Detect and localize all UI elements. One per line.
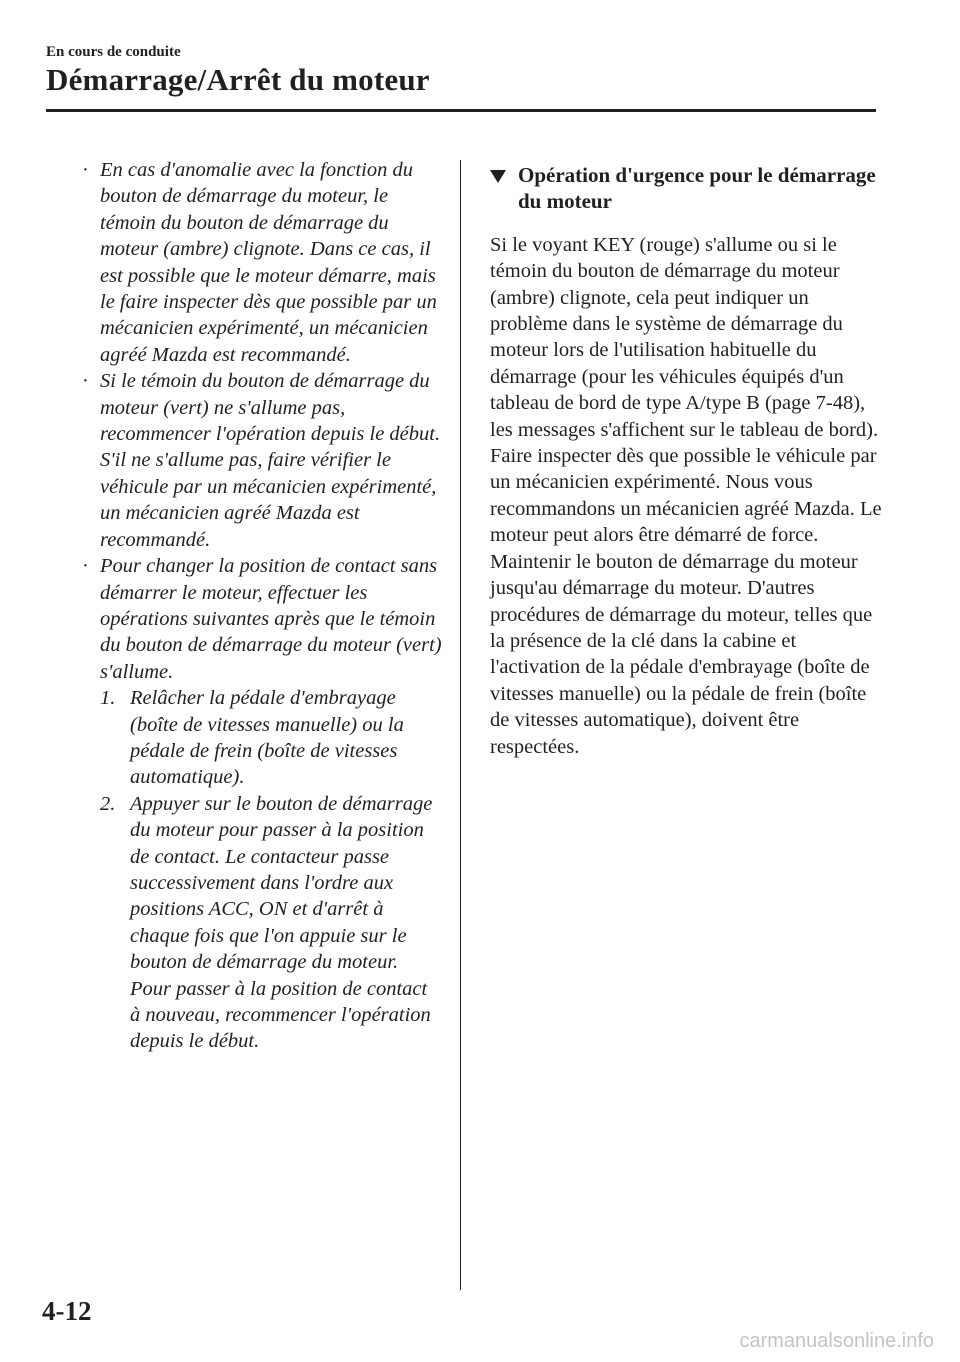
section-heading (490, 162, 882, 215)
bullet-item (70, 157, 442, 368)
step-number: 1. (100, 687, 116, 710)
step-number: 2. (100, 792, 116, 815)
bullet-dot: · (82, 555, 89, 578)
step-text: Appuyer sur le bouton de démarrage du moteur pour passer à la position de contact. Le contacteur passe successivement dans l'ordre aux positions ACC, ON et d'arrêt à chaque fois que l'on appuie sur le bouton de démarrage du moteur. Pour passer à la position de contact à nouveau, recommencer l'opération depuis le début. (130, 792, 433, 1053)
section-heading-text: Opération d'urgence pour le démarrage du moteur (518, 163, 876, 214)
bullet-item (70, 368, 442, 553)
right-column (490, 162, 882, 760)
title-rule (46, 109, 876, 112)
section-label: En cours de conduite (46, 44, 181, 60)
triangle-down-icon (490, 170, 506, 183)
watermark: carmanualsonline.info (739, 1330, 934, 1352)
bullet-text: En cas d'anomalie avec la fonction du bouton de démarrage du moteur, le témoin du bouton de démarrage du moteur (ambre) clignote. Dans ce cas, il est possible que le moteur démarre, mais le faire inspecter dès que possible par un mécanicien expérimenté, un mécanicien agréé Mazda est recommandé. (100, 159, 437, 366)
step-item (70, 791, 442, 1055)
bullet-dot: · (82, 370, 89, 393)
bullet-dot: · (82, 159, 89, 181)
bullet-text: Pour changer la position de contact sans démarrer le moteur, effectuer les opérations suivantes après que le témoin du bouton de démarrage du moteur (vert) s'allume. (100, 555, 442, 683)
steps-list (70, 685, 442, 1055)
step-item (70, 685, 442, 791)
bullet-item (70, 553, 442, 685)
step-text: Relâcher la pédale d'embrayage (boîte de vitesses manuelle) ou la pédale de frein (boîte de vitesses automatique). (130, 687, 404, 789)
left-column (70, 157, 442, 1055)
bullet-text: Si le témoin du bouton de démarrage du moteur (vert) ne s'allume pas, recommencer l'opération depuis le début. S'il ne s'allume pas, faire vérifier le véhicule par un mécanicien expérimenté, un mécanicien agréé Mazda est recommandé. (100, 370, 441, 551)
column-divider (460, 160, 461, 1290)
page-title: Démarrage/Arrêt du moteur (46, 62, 430, 97)
page-number: 4-12 (42, 1296, 92, 1326)
body-paragraph: Si le voyant KEY (rouge) s'allume ou si le témoin du bouton de démarrage du moteur (ambre) clignote, cela peut indiquer un problème dans le système de démarrage du moteur lors de l'utilisation habituelle du démarrage (pour les véhicules équipés d'un tableau de bord de type A/type B (page 7-48), les messages s'affichent sur le tableau de bord). Faire inspecter dès que possible le véhicule par un mécanicien expérimenté. Nous vous recommandons un mécanicien agréé Mazda. Le moteur peut alors être démarré de force. Maintenir le bouton de démarrage du moteur jusqu'au démarrage du moteur. D'autres procédures de démarrage du moteur, telles que la présence de la clé dans la cabine et l'activation de la pédale d'embrayage (boîte de vitesses manuelle) ou la pédale de frein (boîte de vitesses automatique), doivent être respectées. (490, 233, 882, 758)
